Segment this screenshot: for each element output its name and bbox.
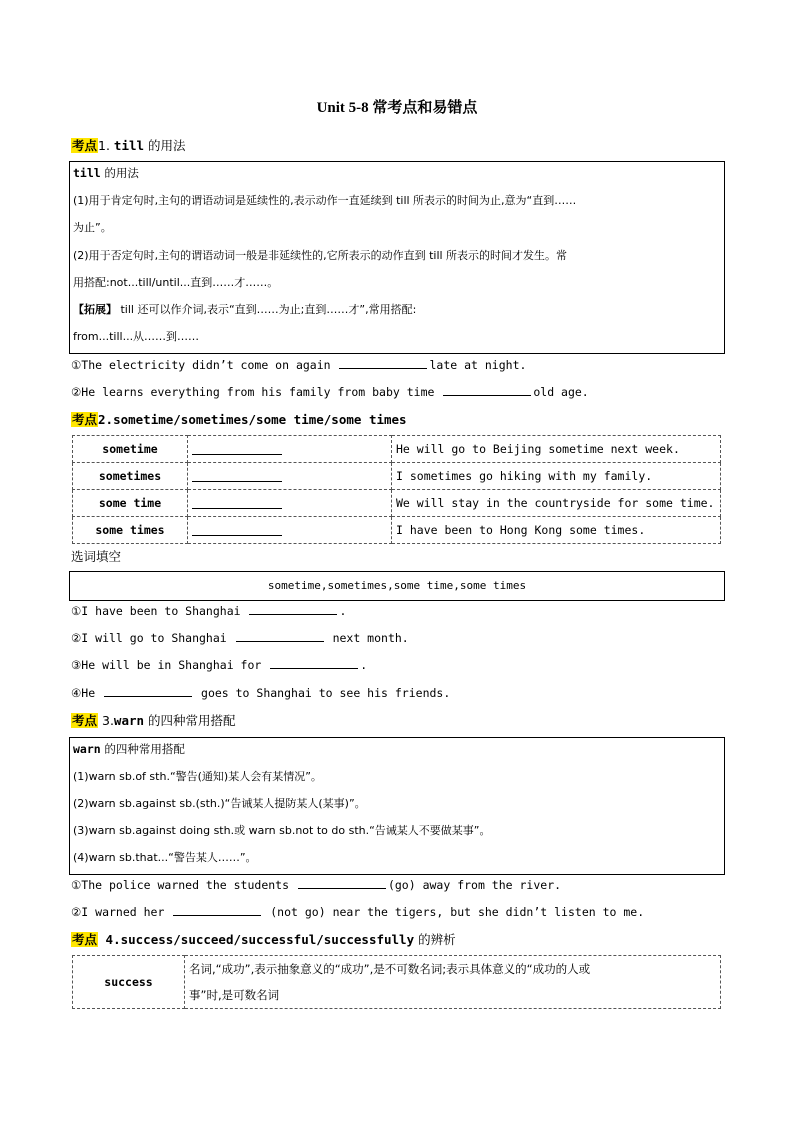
- word-bank: sometime,sometimes,some time,some times: [69, 571, 725, 601]
- answer-blank[interactable]: [104, 686, 192, 697]
- box-heading: [73, 741, 185, 757]
- table-row: [73, 463, 721, 490]
- section-heading-rest: 的用法: [144, 138, 186, 153]
- section-number: 1.: [98, 138, 114, 153]
- meaning-cell[interactable]: [188, 517, 392, 544]
- fill-in-title: 选词填空: [71, 549, 122, 564]
- fill-question-3: [71, 658, 367, 672]
- extension-tag: 【拓展】: [73, 303, 117, 316]
- section-heading-rest: 的四种常用搭配: [144, 713, 236, 728]
- section-3-heading: [71, 711, 236, 729]
- example-cell: We will stay in the countryside for some time.: [392, 490, 721, 517]
- till-question-1: [71, 358, 526, 372]
- section-keyword: 2.sometime/sometimes/some time/some times: [98, 412, 407, 427]
- box-heading-keyword: till: [73, 166, 101, 180]
- meaning-cell[interactable]: [188, 490, 392, 517]
- section-4-heading: [71, 930, 456, 948]
- section-tag: 考点: [72, 932, 98, 947]
- warn-pattern-3: (3)warn sb.against doing sth.或 warn sb.not to do sth.“告诫某人不要做某事”。: [73, 824, 491, 837]
- section-keyword: till: [113, 138, 145, 153]
- question-text: ②I will go to Shanghai: [71, 631, 234, 645]
- warn-question-1: [71, 878, 561, 892]
- answer-blank[interactable]: [443, 385, 531, 396]
- till-rule-2a: (2)用于否定句时,主句的谓语动词一般是非延续性的,它所表示的动作直到 till 所表示的时间才发生。常: [73, 249, 568, 262]
- word-cell: sometimes: [73, 463, 188, 490]
- answer-blank[interactable]: [270, 658, 358, 669]
- question-text-end: (go) away from the river.: [387, 878, 562, 892]
- section-2-heading: [71, 410, 407, 428]
- definition-cell: [185, 956, 721, 1009]
- section-keyword: warn: [113, 713, 145, 728]
- example-cell: I sometimes go hiking with my family.: [392, 463, 721, 490]
- section-1-heading: [71, 136, 186, 154]
- section-keyword: 4.success/succeed/successful/successfully: [98, 932, 415, 947]
- answer-blank[interactable]: [192, 521, 282, 536]
- word-cell: some time: [73, 490, 188, 517]
- example-cell: He will go to Beijing sometime next week.: [392, 436, 721, 463]
- till-rule-1a: (1)用于肯定句时,主句的谓语动词是延续性的,表示动作一直延续到 till 所表示的时间为止,意为“直到……: [73, 194, 577, 207]
- section-tag: 考点: [72, 138, 98, 153]
- answer-blank[interactable]: [298, 878, 386, 889]
- question-text-end: next month.: [325, 631, 409, 645]
- page-title: Unit 5-8 常考点和易错点: [316, 100, 478, 116]
- fill-question-1: [71, 604, 346, 618]
- question-text: ①The police warned the students: [71, 878, 296, 892]
- section-number: 3.: [98, 713, 114, 728]
- table-row: [73, 436, 721, 463]
- section-heading-rest: 的辨析: [414, 932, 456, 947]
- box-heading: [73, 165, 139, 181]
- till-extension: [73, 301, 416, 317]
- definition-line-1: 名词,“成功”,表示抽象意义的“成功”,是不可数名词;表示具体意义的“成功的人或: [189, 962, 591, 976]
- box-heading-keyword: warn: [73, 742, 101, 756]
- fill-question-4: [71, 686, 450, 700]
- word-cell: sometime: [73, 436, 188, 463]
- till-rule-1b: 为止”。: [73, 221, 112, 234]
- meaning-cell[interactable]: [188, 436, 392, 463]
- box-heading-rest: 的用法: [100, 166, 139, 180]
- answer-blank[interactable]: [173, 905, 261, 916]
- warn-pattern-4: (4)warn sb.that...“警告某人……”。: [73, 851, 257, 864]
- question-text: ④He: [71, 686, 103, 700]
- till-rule-2b: 用搭配:not...till/until...直到……才……。: [73, 276, 279, 289]
- question-text: ②He learns everything from his family from baby time: [71, 385, 442, 399]
- answer-blank[interactable]: [192, 494, 282, 509]
- section-tag: 考点: [72, 713, 98, 728]
- definition-line-2: 事”时,是可数名词: [189, 988, 280, 1002]
- question-text-end: .: [339, 604, 347, 618]
- question-text-end: goes to Shanghai to see his friends.: [194, 686, 451, 700]
- word-cell: some times: [73, 517, 188, 544]
- question-text-end: .: [360, 658, 368, 672]
- till-question-2: [71, 385, 589, 399]
- meaning-cell[interactable]: [188, 463, 392, 490]
- warn-pattern-1: (1)warn sb.of sth.“警告(通知)某人会有某情况”。: [73, 770, 322, 783]
- question-text-end: (not go) near the tigers, but she didn’t listen to me.: [263, 905, 645, 919]
- table-row: [73, 517, 721, 544]
- extension-text: till 还可以作介词,表示“直到……为止;直到……才”,常用搭配:: [117, 303, 417, 316]
- table-row: [73, 490, 721, 517]
- question-text-end: late at night.: [429, 358, 527, 372]
- table-row: [73, 956, 721, 1009]
- warn-question-2: [71, 905, 644, 919]
- answer-blank[interactable]: [249, 604, 337, 615]
- answer-blank[interactable]: [192, 467, 282, 482]
- example-cell: I have been to Hong Kong some times.: [392, 517, 721, 544]
- question-text: ①I have been to Shanghai: [71, 604, 248, 618]
- sometime-comparison-table: [72, 435, 721, 544]
- till-extension-2: from...till...从……到……: [73, 330, 200, 343]
- till-usage-box: [69, 161, 725, 354]
- fill-question-2: [71, 631, 409, 645]
- question-text: ②I warned her: [71, 905, 172, 919]
- answer-blank[interactable]: [236, 631, 324, 642]
- word-cell: success: [73, 956, 185, 1009]
- warn-usage-box: [69, 737, 725, 875]
- box-heading-rest: 的四种常用搭配: [100, 742, 185, 756]
- success-comparison-table: [72, 955, 721, 1009]
- question-text-end: old age.: [533, 385, 589, 399]
- section-tag: 考点: [72, 412, 98, 427]
- answer-blank[interactable]: [192, 440, 282, 455]
- answer-blank[interactable]: [339, 358, 427, 369]
- question-text: ③He will be in Shanghai for: [71, 658, 269, 672]
- question-text: ①The electricity didn’t come on again: [71, 358, 338, 372]
- warn-pattern-2: (2)warn sb.against sb.(sth.)“告诫某人提防某人(某事)”。: [73, 797, 366, 810]
